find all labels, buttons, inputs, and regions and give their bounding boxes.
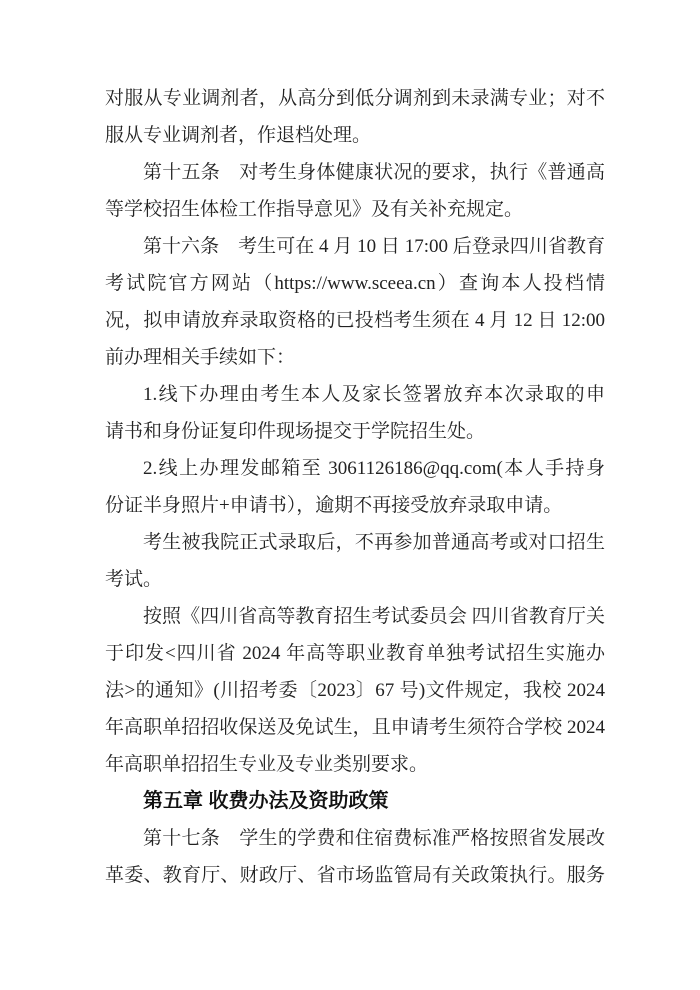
doc-line: 等学校招生体检工作指导意见》及有关补充规定。 — [105, 199, 524, 220]
doc-line: 考试院官方网站（https://www.sceea.cn）查询本人投档情 — [105, 273, 605, 294]
para-enrollment-finality — [105, 524, 605, 598]
doc-line: 份证半身照片+申请书），逾期不再接受放弃录取申请。 — [105, 495, 563, 516]
doc-line: 第十六条 考生可在 4 月 10 日 17:00 后登录四川省教育 — [143, 236, 605, 257]
doc-line: 请书和身份证复印件现场提交于学院招生处。 — [105, 421, 486, 442]
doc-line: 况，拟申请放弃录取资格的已投档考生须在 4 月 12 日 12:00 — [105, 310, 605, 331]
para-continuation-transfer-policy — [105, 80, 605, 154]
doc-line: 服从专业调剂者，作退档处理。 — [105, 125, 372, 146]
doc-line: 年高职单招招收保送及免试生，且申请考生须符合学校 2024 — [105, 717, 605, 738]
doc-line: 2.线上办理发邮箱至 3061126186@qq.com(本人手持身 — [143, 458, 605, 479]
para-article-16 — [105, 228, 605, 376]
doc-line: 1.线下办理由考生本人及家长签署放弃本次录取的申 — [143, 384, 605, 405]
doc-line: 对服从专业调剂者，从高分到低分调剂到未录满专业；对不 — [105, 88, 605, 109]
doc-line: 前办理相关手续如下： — [105, 347, 296, 368]
para-item-1-offline — [105, 376, 605, 450]
doc-line: 法>的通知》(川招考委〔2023〕67 号)文件规定，我校 2024 — [105, 680, 605, 701]
doc-line: 第十五条 对考生身体健康状况的要求，执行《普通高 — [143, 162, 605, 183]
para-article-15 — [105, 154, 605, 228]
doc-line: 按照《四川省高等教育招生考试委员会 四川省教育厅关 — [143, 606, 605, 627]
doc-line: 于印发<四川省 2024 年高等职业教育单独考试招生实施办 — [105, 643, 605, 664]
chapter-5-heading-block — [105, 783, 605, 820]
chapter-heading: 第五章 收费办法及资助政策 — [143, 790, 389, 812]
doc-line: 革委、教育厅、财政厅、省市场监管局有关政策执行。服务 — [105, 865, 605, 886]
doc-line: 年高职单招招生专业及专业类别要求。 — [105, 754, 429, 775]
para-policy-basis — [105, 598, 605, 783]
para-item-2-online — [105, 450, 605, 524]
doc-line: 考生被我院正式录取后，不再参加普通高考或对口招生 — [143, 532, 605, 553]
doc-line: 考试。 — [105, 569, 163, 590]
doc-line: 第十七条 学生的学费和住宿费标准严格按照省发展改 — [143, 828, 605, 849]
para-article-17 — [105, 820, 605, 894]
document-content — [105, 80, 605, 894]
